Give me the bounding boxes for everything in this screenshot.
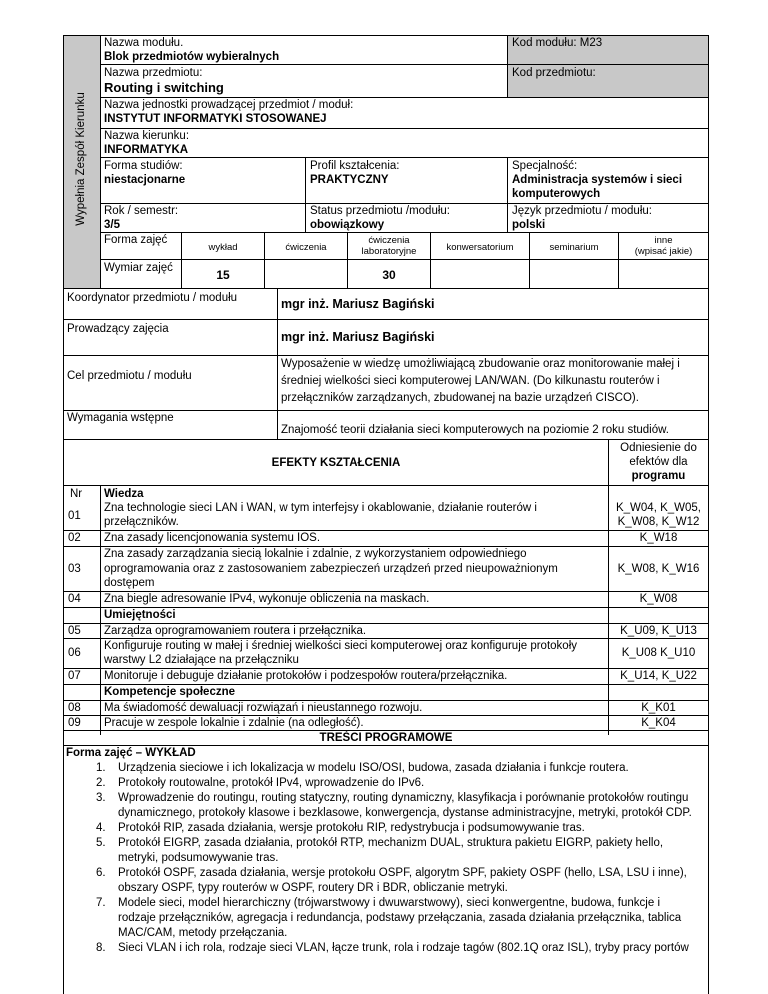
form-konwersatorium: konwersatorium [446, 242, 514, 253]
tresc-line: Urządzenia sieciowe i ich lokalizacja w modelu ISO/OSI, budowa, zasada działania i funkcje routera. [118, 762, 629, 774]
prowadzacy-value: mgr inż. Mariusz Bagiński [281, 330, 435, 344]
forma-wyklad: Forma zajęć – WYKŁAD [66, 747, 196, 759]
efekt-line: dostępem [104, 577, 155, 589]
efekt-nr: 03 [68, 563, 81, 575]
tresc-line: rodzaje przełączników, agregacja i redundancja, podstawy przełączania, zasada działania przełącznika, tablica [118, 912, 682, 924]
cel-line: średniej wielkości sieci komputerowej LAN/WAN. (Do kilkunastu routerów i [281, 375, 660, 387]
kod-modulu: Kod modułu: M23 [512, 37, 603, 49]
kierunek-value: INFORMATYKA [104, 144, 189, 156]
form-lab-1: ćwiczenia [368, 235, 410, 246]
tresc-line: Protokoły routowalne, protokół IPv4, wprowadzenie do IPv6. [118, 777, 425, 789]
tresc-line: Modele sieci, model hierarchiczny (trójwarstwowy i dwuwarstwowy), sieci konwergentne, budowa, funkcje i [118, 897, 660, 909]
row-divider [63, 530, 709, 531]
efekt-nr: 07 [68, 670, 81, 682]
row-divider [63, 623, 709, 624]
tresc-line: obszary OSPF, typy routerów w OSPF, routery DR i BDR, obliczanie metryki. [118, 882, 508, 894]
cel-line: przełączników zarządzanych, zbudowanej na bazie urządzeń CISCO). [281, 392, 639, 404]
profil-label: Profil kształcenia: [310, 160, 400, 172]
jednostka-value: INSTYTUT INFORMATYKI STOSOWANEJ [104, 113, 327, 125]
row-divider [63, 684, 709, 685]
tresc-line: Protokół OSPF, zasada działania, wersje protokołu OSPF, algorytm SPF, pakiety OSPF (hello, LSA, LSU i inne), [118, 867, 687, 879]
tresci-title: TREŚCI PROGRAMOWE [319, 732, 453, 744]
nazwa-modulu-label: Nazwa modułu. [104, 37, 184, 49]
tresc-num: 4. [96, 822, 106, 834]
wymiar-lab: 30 [382, 268, 396, 282]
tresc-line: Wprowadzenie do routingu, routing statyczny, routing dynamiczny, klasyfikacja i porównanie protokołów routingu [118, 792, 689, 804]
wymiar-inne-cell [618, 259, 709, 289]
form-cwiczenia: ćwiczenia [285, 242, 327, 253]
efekt-nr: 09 [68, 717, 81, 729]
row-divider [63, 715, 709, 716]
wymagania-value: Znajomość teorii działania sieci komputerowych na poziomie 2 roku studiów. [281, 424, 669, 436]
profil-value: PRAKTYCZNY [310, 174, 389, 186]
kierunek-cell [100, 128, 709, 158]
wymiar-label: Wymiar zajęć [104, 262, 173, 274]
efekt-ref: K_W04, K_W05, [615, 502, 701, 514]
tresc-num: 6. [96, 867, 106, 879]
specjalnosc-label: Specjalność: [512, 160, 578, 172]
row-divider [63, 607, 709, 608]
status-label: Status przedmiotu /modułu: [310, 205, 450, 217]
tresc-num: 1. [96, 762, 106, 774]
nr-header: Nr [70, 488, 83, 500]
tresc-line: MAC/CAM, metody przełączania. [118, 927, 288, 939]
jezyk-label: Język przedmiotu / modułu: [512, 205, 652, 217]
efekt-line: Zna zasady zarządzania siecią lokalnie i zdalnie, z wykorzystaniem odpowiedniego [104, 548, 527, 560]
efekt-nr: 06 [68, 647, 81, 659]
status-value: obowiązkowy [310, 219, 385, 231]
koordynator-value: mgr inż. Mariusz Bagiński [281, 297, 435, 311]
form-lab-2: laboratoryjne [361, 246, 417, 257]
wymagania-label: Wymagania wstępne [67, 412, 174, 424]
efekt-line: Zna biegle adresowanie IPv4, wykonuje obliczenia na maskach. [104, 593, 430, 605]
row-divider [63, 546, 709, 547]
efekt-line: Zarządza oprogramowaniem routera i przełącznika. [104, 625, 367, 637]
side-label: Wypełnia Zespół Kierunku [75, 92, 87, 226]
efekt-line: Zna zasady licencjonowania systemu IOS. [104, 532, 321, 544]
efekt-nr: 01 [68, 510, 81, 522]
efekt-line: oprogramowania oraz z zastosowaniem zabezpieczeń urządzeń przed nieupoważnionym [104, 563, 558, 575]
rok-label: Rok / semestr: [104, 205, 179, 217]
tresc-line: Sieci VLAN i ich rola, rodzaje sieci VLAN, łącze trunk, rola i rodzaje tagów (802.1Q oraz ISL), tryby pracy portów [118, 942, 689, 954]
efekt-line: Ma świadomość dewaluacji rozwiązań i nieustannego rozwoju. [104, 702, 423, 714]
efekt-nr: 02 [68, 532, 81, 544]
efekty-title: EFEKTY KSZTAŁCENIA [271, 457, 401, 469]
efekt-nr: 05 [68, 625, 81, 637]
row-divider [63, 638, 709, 639]
efekt-ref: K_K04 [641, 717, 676, 729]
specjalnosc-value-1: Administracja systemów i sieci [512, 174, 683, 186]
rok-value: 3/5 [104, 219, 120, 231]
wymiar-wyklad: 15 [216, 268, 230, 282]
efekt-ref: K_U14, K_U22 [620, 670, 697, 682]
efekt-ref: K_U08 K_U10 [621, 647, 696, 659]
efekt-line: warstwy L2 działające na przełączniku [104, 654, 299, 666]
efekt-line: Konfiguruje routing w małej i średniej wielkości sieci komputerowej oraz konfiguruje protokoły [104, 640, 577, 652]
wymiar-konwersatorium-cell [430, 259, 530, 289]
jednostka-label: Nazwa jednostki prowadzącej przedmiot / moduł: [104, 99, 354, 111]
row-divider [63, 745, 709, 746]
row-divider [63, 668, 709, 669]
form-inne-2: (wpisać jakie) [634, 246, 693, 257]
row-divider [63, 700, 709, 701]
efekt-nr: 08 [68, 702, 81, 714]
tresc-num: 2. [96, 777, 106, 789]
tresc-num: 5. [96, 837, 106, 849]
nazwa-modulu-value: Blok przedmiotów wybieralnych [104, 51, 280, 63]
cel-label-cell [63, 355, 278, 411]
efekt-line: Pracuje w zespole lokalnie i zdalnie (na odległość). [104, 717, 364, 729]
efekt-line: Zna technologie sieci LAN i WAN, w tym interfejsy i okablowanie, działanie routerów i [104, 502, 537, 514]
odniesienie-header-2: efektów dla [629, 456, 688, 468]
efekt-ref: K_W08 [639, 593, 678, 605]
tresc-num: 8. [96, 942, 106, 954]
efekt-line: Monitoruje i debuguje działanie protokołów i podzespołów routera/przełącznika. [104, 670, 508, 682]
form-wyklad: wykład [208, 242, 238, 253]
prowadzacy-label: Prowadzący zajęcia [67, 323, 169, 335]
forma-zajec-label: Forma zajęć [104, 234, 168, 246]
nr-column-divider [100, 485, 101, 735]
odniesienie-header-1: Odniesienie do [620, 442, 697, 454]
efekt-ref: K_U09, K_U13 [620, 625, 697, 637]
tresc-line: Protokół RIP, zasada działania, wersje protokołu RIP, redystrybucja i podsumowywanie tras. [118, 822, 585, 834]
tresc-line: Protokół EIGRP, zasada działania, protokół RTP, mechanizm DUAL, struktura pakietu EIGRP, pakiety hello, [118, 837, 664, 849]
kod-przedmiotu: Kod przedmiotu: [512, 67, 596, 79]
tresc-num: 7. [96, 897, 106, 909]
nazwa-przedmiotu-label: Nazwa przedmiotu: [104, 67, 203, 79]
odniesienie-header-3: programu [631, 470, 686, 482]
cel-label: Cel przedmiotu / modułu [67, 370, 192, 382]
efekt-ref: K_W08, K_W12 [617, 516, 700, 528]
efekt-ref: K_W08, K_W16 [617, 563, 700, 575]
nazwa-przedmiotu-value: Routing i switching [104, 80, 224, 95]
jezyk-value: polski [512, 219, 546, 231]
forma-studiow-label: Forma studiów: [104, 160, 183, 172]
row-divider [63, 591, 709, 592]
cel-line: Wyposażenie w wiedzę umożliwiającą zbudowanie oraz monitorowanie małej i [281, 358, 680, 370]
form-inne-1: inne [654, 235, 673, 246]
umiejetnosci-heading: Umiejętności [104, 609, 176, 621]
tresc-line: dynamicznego, protokoły klasowe i bezklasowe, konwergencja, dystanse administracyjne, metryki, protokół CDP. [118, 807, 692, 819]
wymiar-seminarium-cell [529, 259, 619, 289]
kierunek-label: Nazwa kierunku: [104, 130, 190, 142]
specjalnosc-value-2: komputerowych [512, 188, 601, 200]
tresc-line: metryki, podsumowywanie tras. [118, 852, 279, 864]
wiedza-heading: Wiedza [104, 488, 144, 500]
wymiar-cwiczenia-cell [264, 259, 348, 289]
efekt-line: przełączników. [104, 516, 179, 528]
efekt-ref: K_W18 [639, 532, 678, 544]
efekt-nr: 04 [68, 593, 81, 605]
form-seminarium: seminarium [549, 242, 599, 253]
efekt-ref: K_K01 [641, 702, 676, 714]
kompetencje-heading: Kompetencje społeczne [104, 686, 236, 698]
koordynator-label: Koordynator przedmiotu / modułu [67, 292, 238, 304]
tresc-num: 3. [96, 792, 106, 804]
forma-studiow-value: niestacjonarne [104, 174, 186, 186]
